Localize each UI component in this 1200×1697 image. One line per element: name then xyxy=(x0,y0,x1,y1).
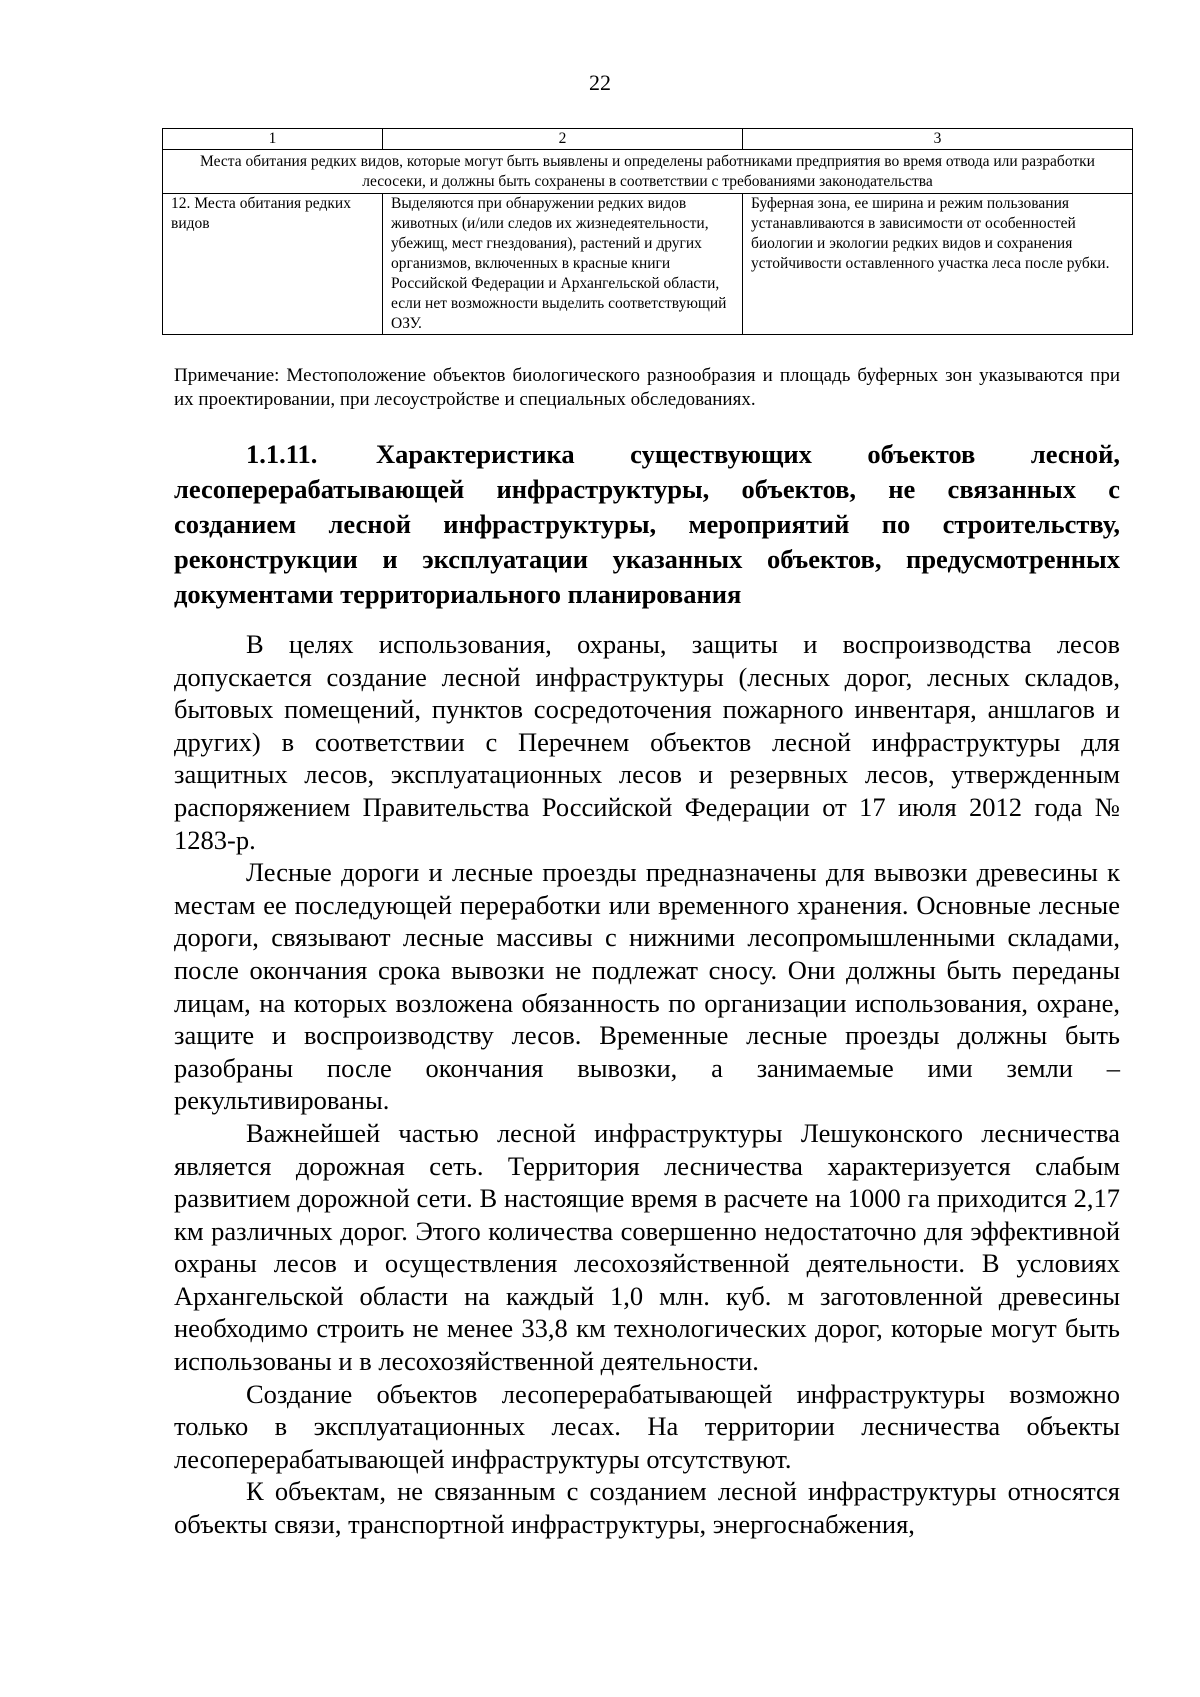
table-section-title: Места обитания редких видов, которые могут быть выявлены и определены работниками предприятия во время отвода или разработки лесосеки, и должны быть сохранены в соответствии с требованиями законодательства xyxy=(163,150,1133,194)
paragraph: К объектам, не связанным с созданием лесной инфраструктуры относятся объекты связи, транспортной инфраструктуры, энергоснабжения, xyxy=(174,1476,1120,1540)
page-number: 22 xyxy=(589,70,611,95)
table-section-row xyxy=(163,150,1133,194)
body-text xyxy=(174,628,1120,1541)
heading-line-5: документами территориального планирования xyxy=(174,579,742,609)
table-cell-regime: Буферная зона, ее ширина и режим пользования устанавливаются в зависимости от особенностей биологии и экологии редких видов и сохранения устойчивости оставленного участка леса после рубки. xyxy=(743,194,1133,335)
section-heading xyxy=(174,437,1120,612)
heading-number: 1.1.11. xyxy=(246,439,318,469)
heading-line-4: реконструкции и эксплуатации указанных объектов, предусмотренных xyxy=(174,544,1120,574)
table-cell-object: 12. Места обитания редких видов xyxy=(163,194,383,335)
table-cell-description: Выделяются при обнаружении редких видов животных (и/или следов их жизнедеятельности, убежищ, мест гнездования), растений и других организмов, включенных в красные книги Российской Федерации и Архангельской области, если нет возможности выделить соответствующий ОЗУ. xyxy=(383,194,743,335)
column-number-3: 3 xyxy=(743,129,1133,150)
paragraph: Лесные дороги и лесные проезды предназначены для вывозки древесины к местам ее последующей переработки или временного хранения. Основные лесные дороги, связывают лесные массивы с нижними лесопромышленными складами, после окончания срока вывозки не подлежат сносу. Они должны быть переданы лицам, на которых возложена обязанность по организации использования, охране, защите и воспроизводству лесов. Временные лесные проезды должны быть разобраны после окончания вывозки, а занимаемые ими земли – рекультивированы. xyxy=(174,857,1120,1116)
rare-species-table xyxy=(162,128,1133,335)
column-number-2: 2 xyxy=(383,129,743,150)
paragraph: Важнейшей частью лесной инфраструктуры Лешуконского лесничества является дорожная сеть. Территория лесничества характеризуется слабым развитием дорожной сети. В настоящие время в расчете на 1000 га приходится 2,17 км различных дорог. Этого количества совершенно недостаточно для эффективной охраны лесов и осуществления лесохозяйственной деятельности. В условиях Архангельской области на каждый 1,0 млн. куб. м заготовленной древесины необходимо строить не менее 33,8 км технологических дорог, которые могут быть использованы и в лесохозяйственной деятельности. xyxy=(174,1117,1120,1377)
paragraph: В целях использования, охраны, защиты и воспроизводства лесов допускается создание лесной инфраструктуры (лесных дорог, лесных складов, бытовых помещений, пунктов сосредоточения пожарного инвентаря, аншлагов и других) в соответствии с Перечнем объектов лесной инфраструктуры для защитных лесов, эксплуатационных лесов и резервных лесов, утвержденным распоряжением Правительства Российской Федерации от 17 июля 2012 года № 1283-р. xyxy=(174,629,1120,855)
table-note: Примечание: Местоположение объектов биологического разнообразия и площадь буферных зон указываются при их проектировании, при лесоустройстве и специальных обследованиях. xyxy=(174,365,1120,410)
column-number-1: 1 xyxy=(163,129,383,150)
table-row xyxy=(163,194,1133,335)
heading-line-3: созданием лесной инфраструктуры, мероприятий по строительству, xyxy=(174,509,1120,539)
heading-line-2: лесоперерабатывающей инфраструктуры, объектов, не связанных с xyxy=(174,474,1120,504)
heading-line-1-text: Характеристика существующих объектов лесной, xyxy=(376,439,1120,469)
paragraph: Создание объектов лесоперерабатывающей инфраструктуры возможно только в эксплуатационных лесах. На территории лесничества объекты лесоперерабатывающей инфраструктуры отсутствуют. xyxy=(174,1378,1120,1474)
heading-line-1 xyxy=(174,437,1120,472)
table-header-row xyxy=(163,129,1133,150)
